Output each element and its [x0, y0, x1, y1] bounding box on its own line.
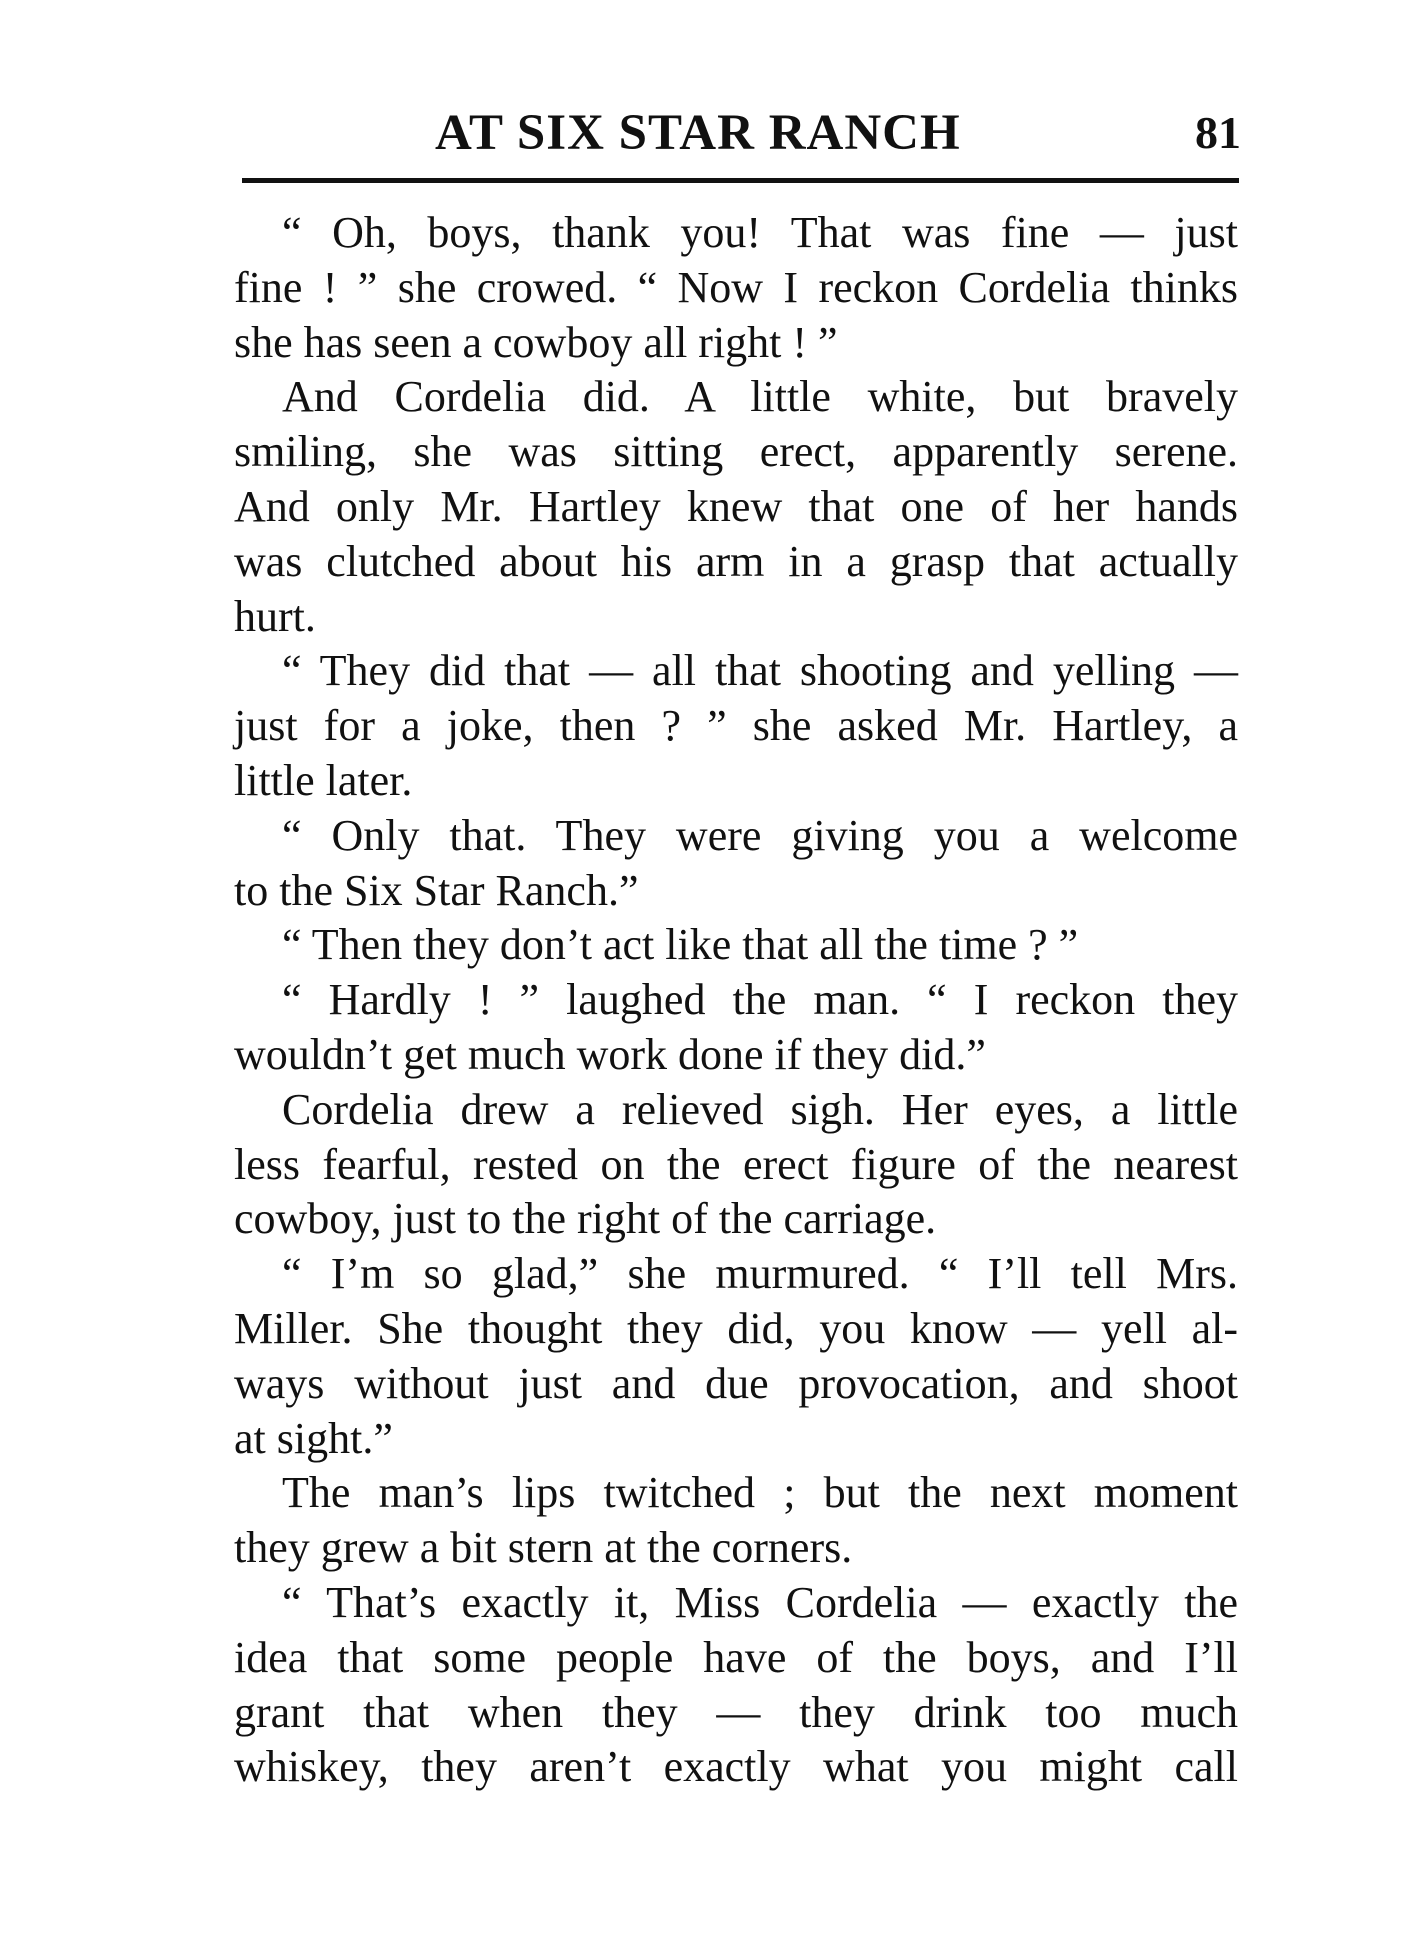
- text-line: Miller. She thought they did, you know — yell al-: [234, 1303, 1238, 1353]
- text-line: smiling, she was sitting erect, apparently serene.: [234, 427, 1238, 477]
- text-line: And only Mr. Hartley knew that one of her hands: [234, 481, 1238, 531]
- text-line: to the Six Star Ranch.”: [234, 865, 639, 915]
- text-line: wouldn’t get much work done if they did.”: [234, 1029, 986, 1079]
- text-line: just for a joke, then ? ” she asked Mr. Hartley, a: [234, 701, 1238, 751]
- text-line: idea that some people have of the boys, and I’ll: [234, 1632, 1238, 1682]
- text-line: was clutched about his arm in a grasp that actually: [234, 536, 1238, 586]
- text-line: “ That’s exactly it, Miss Cordelia — exactly the: [282, 1577, 1238, 1627]
- text-line: “ Only that. They were giving you a welcome: [282, 810, 1238, 860]
- header-rule: [242, 178, 1239, 183]
- text-line: she has seen a cowboy all right ! ”: [234, 317, 838, 367]
- text-line: grant that when they — they drink too much: [234, 1687, 1238, 1737]
- text-line: they grew a bit stern at the corners.: [234, 1523, 853, 1573]
- text-line: And Cordelia did. A little white, but bravely: [282, 372, 1238, 422]
- text-line: Cordelia drew a relieved sigh. Her eyes, a little: [282, 1084, 1238, 1134]
- text-line: “ Hardly ! ” laughed the man. “ I reckon they: [282, 975, 1238, 1025]
- text-line: The man’s lips twitched ; but the next moment: [282, 1468, 1238, 1518]
- text-line: little later.: [234, 755, 413, 805]
- text-line: less fearful, rested on the erect figure of the nearest: [234, 1139, 1238, 1189]
- text-line: cowboy, just to the right of the carriage.: [234, 1194, 937, 1244]
- text-line: ways without just and due provocation, and shoot: [234, 1358, 1238, 1408]
- page-number: 81: [1195, 107, 1241, 158]
- text-line: “ I’m so glad,” she murmured. “ I’ll tell Mrs.: [282, 1249, 1238, 1299]
- text-line: whiskey, they aren’t exactly what you might call: [234, 1742, 1238, 1792]
- text-line: fine ! ” she crowed. “ Now I reckon Cordelia thinks: [234, 262, 1238, 312]
- page-header: [241, 98, 1241, 168]
- text-line: “ Oh, boys, thank you! That was fine — just: [282, 208, 1238, 257]
- running-title: AT SIX STAR RANCH: [435, 105, 961, 161]
- text-line: hurt.: [234, 591, 316, 641]
- body-text: [234, 206, 1238, 1795]
- text-line: “ They did that — all that shooting and yelling —: [282, 646, 1238, 696]
- text-line: “ Then they don’t act like that all the time ? ”: [282, 920, 1079, 970]
- text-line: at sight.”: [234, 1413, 393, 1463]
